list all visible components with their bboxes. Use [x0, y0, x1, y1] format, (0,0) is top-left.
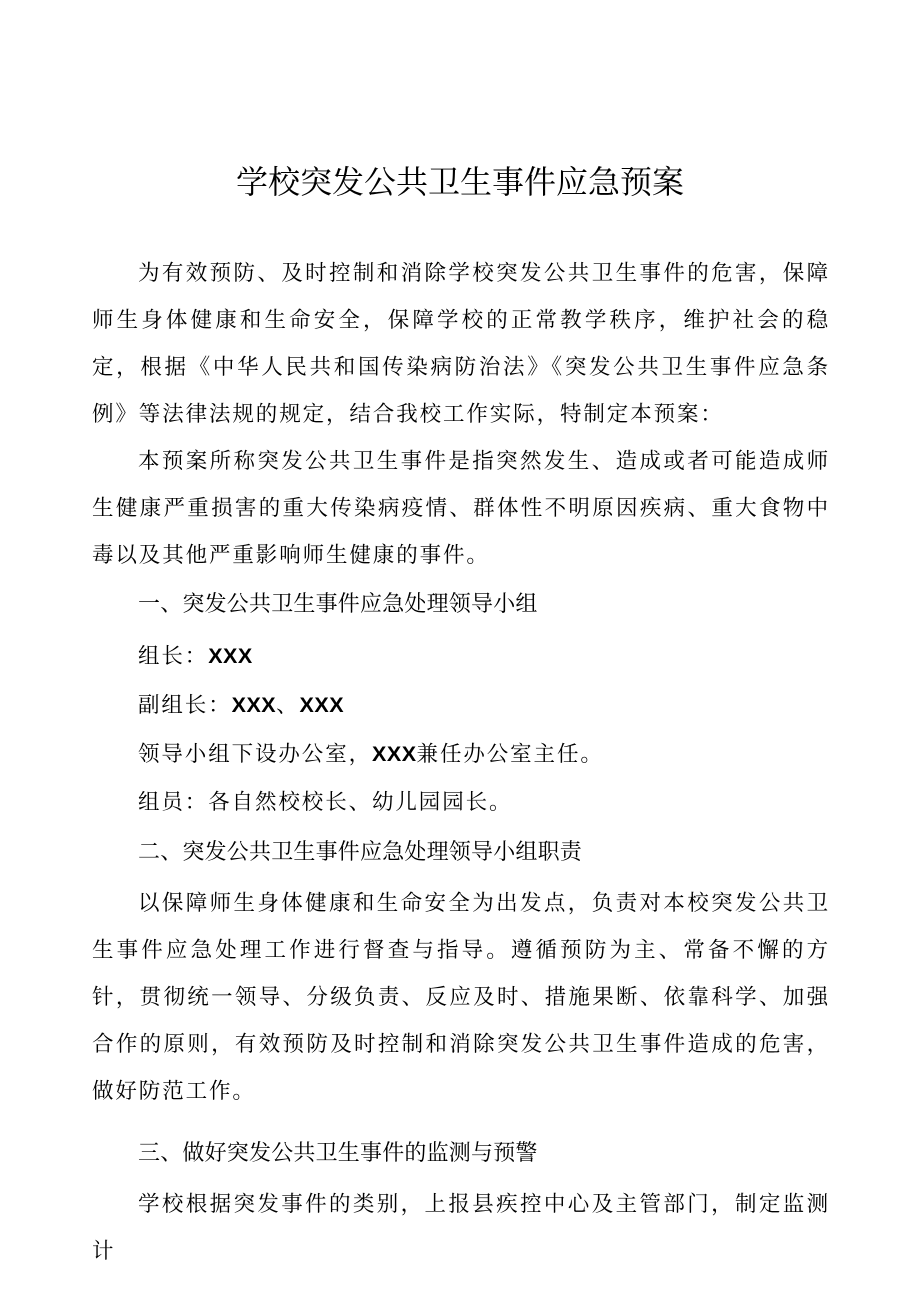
leader-label: 组长：	[138, 644, 209, 669]
office-suffix: 兼任办公室主任。	[416, 742, 604, 767]
leader-line	[92, 632, 830, 681]
deputy-name-2: XXX	[299, 693, 345, 717]
intro-paragraph-1: 为有效预防、及时控制和消除学校突发公共卫生事件的危害，保障师生身体健康和生命安全，保障学校的正常教学秩序，维护社会的稳定，根据《中华人民共和国传染病防治法》《突发公共卫生事件应急条例》等法律法规的规定，结合我校工作实际，特制定本预案：	[92, 261, 830, 427]
deputy-separator: 、	[276, 693, 300, 718]
office-line	[92, 730, 830, 779]
intro-paragraph-2: 本预案所称突发公共卫生事件是指突然发生、造成或者可能造成师生健康严重损害的重大传染病疫情、群体性不明原因疾病、重大食物中毒以及其他严重影响师生健康的事件。	[92, 449, 830, 568]
office-prefix: 领导小组下设办公室，	[138, 742, 373, 767]
office-name: XXX	[372, 742, 417, 766]
leader-name: XXX	[208, 644, 253, 668]
section-3-heading: 三、做好突发公共卫生事件的监测与预警	[138, 1141, 538, 1166]
section-2-heading: 二、突发公共卫生事件应急处理领导小组职责	[138, 840, 583, 865]
section-1-heading: 一、突发公共卫生事件应急处理领导小组	[138, 592, 538, 617]
section-3-paragraph: 学校根据突发事件的类别，上报县疾控中心及主管部门，制定监测计	[92, 1192, 830, 1264]
deputy-name-1: XXX	[231, 693, 277, 717]
section-2-paragraph: 以保障师生身体健康和生命安全为出发点，负责对本校突发公共卫生事件应急处理工作进行督查与指导。遵循预防为主、常备不懈的方针，贯彻统一领导、分级负责、反应及时、措施果断、依靠科学、加强合作的原则，有效预防及时控制和消除突发公共卫生事件造成的危害，做好防范工作。	[92, 891, 830, 1104]
deputy-line	[92, 681, 830, 730]
document-body	[92, 250, 830, 1275]
members-line: 组员：各自然校校长、幼儿园园长。	[138, 790, 513, 815]
deputy-label: 副组长：	[138, 693, 232, 718]
document-title: 学校突发公共卫生事件应急预案	[235, 163, 684, 201]
